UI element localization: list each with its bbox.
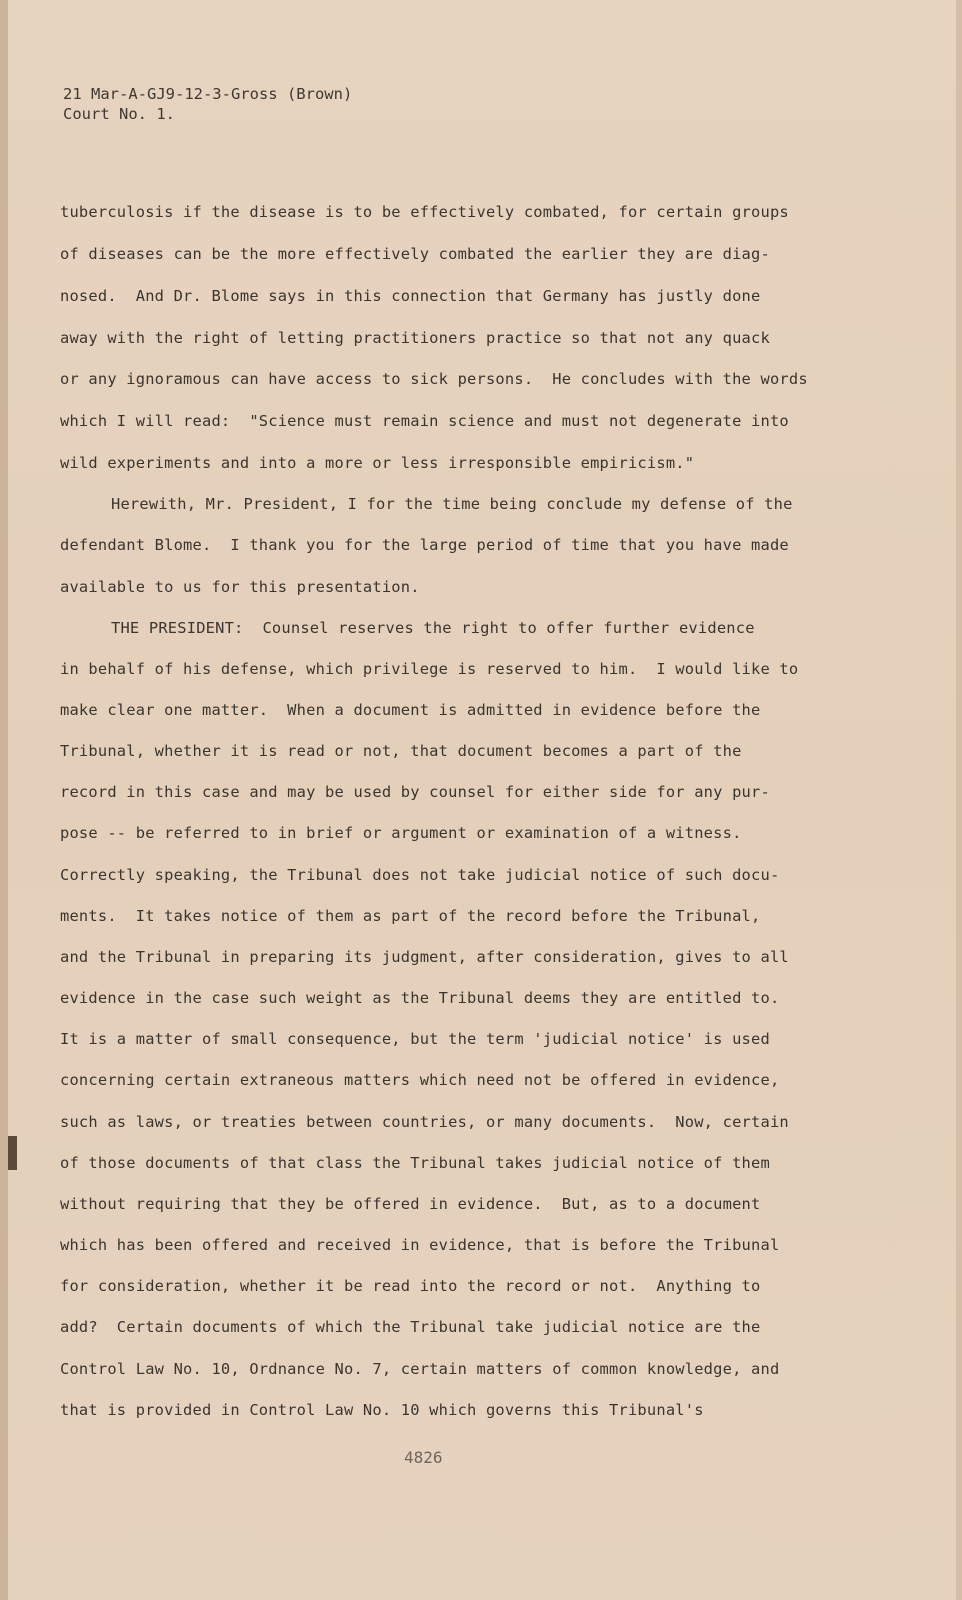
transcript-line: which has been offered and received in evidence, that is before the Tribunal (60, 1236, 780, 1254)
transcript-line: nosed. And Dr. Blome says in this connection that Germany has justly done (60, 287, 761, 305)
transcript-line: such as laws, or treaties between countries, or many documents. Now, certain (60, 1113, 789, 1131)
transcript-line: It is a matter of small consequence, but the term 'judicial notice' is used (60, 1030, 770, 1048)
transcript-line: evidence in the case such weight as the Tribunal deems they are entitled to. (60, 989, 780, 1007)
transcript-line: ments. It takes notice of them as part of the record before the Tribunal, (60, 907, 761, 925)
transcript-body (8, 0, 962, 1600)
transcript-line: of those documents of that class the Tribunal takes judicial notice of them (60, 1154, 770, 1172)
page-number: 4826 (404, 1448, 443, 1467)
transcript-line: of diseases can be the more effectively combated the earlier they are diag- (60, 245, 770, 263)
header-court-line: Court No. 1. (63, 105, 175, 123)
header-reference-line: 21 Mar-A-GJ9-12-3-Gross (Brown) (63, 85, 353, 103)
transcript-line: make clear one matter. When a document is admitted in evidence before the (60, 701, 761, 719)
transcript-line: defendant Blome. I thank you for the large period of time that you have made (60, 536, 789, 554)
transcript-line: in behalf of his defense, which privilege is reserved to him. I would like to (60, 660, 799, 678)
transcript-line: Herewith, Mr. President, I for the time being conclude my defense of the (111, 495, 793, 513)
transcript-line: away with the right of letting practitioners practice so that not any quack (60, 329, 770, 347)
transcript-line: for consideration, whether it be read into the record or not. Anything to (60, 1277, 761, 1295)
transcript-line: without requiring that they be offered in evidence. But, as to a document (60, 1195, 761, 1213)
transcript-line: THE PRESIDENT: Counsel reserves the right to offer further evidence (111, 619, 755, 637)
transcript-line: and the Tribunal in preparing its judgment, after consideration, gives to all (60, 948, 789, 966)
transcript-line: tuberculosis if the disease is to be effectively combated, for certain groups (60, 203, 789, 221)
transcript-line: wild experiments and into a more or less irresponsible empiricism." (60, 454, 695, 472)
transcript-line: Tribunal, whether it is read or not, that document becomes a part of the (60, 742, 742, 760)
transcript-line: available to us for this presentation. (60, 578, 420, 596)
transcript-line: record in this case and may be used by counsel for either side for any pur- (60, 783, 770, 801)
transcript-line: add? Certain documents of which the Tribunal take judicial notice are the (60, 1318, 761, 1336)
transcript-line: Correctly speaking, the Tribunal does not take judicial notice of such docu- (60, 866, 780, 884)
transcript-line: concerning certain extraneous matters which need not be offered in evidence, (60, 1071, 780, 1089)
transcript-line: or any ignoramous can have access to sick persons. He concludes with the words (60, 370, 808, 388)
transcript-line: Control Law No. 10, Ordnance No. 7, certain matters of common knowledge, and (60, 1360, 780, 1378)
transcript-line: pose -- be referred to in brief or argument or examination of a witness. (60, 824, 742, 842)
transcript-line: which I will read: "Science must remain science and must not degenerate into (60, 412, 789, 430)
transcript-line: that is provided in Control Law No. 10 which governs this Tribunal's (60, 1401, 704, 1419)
